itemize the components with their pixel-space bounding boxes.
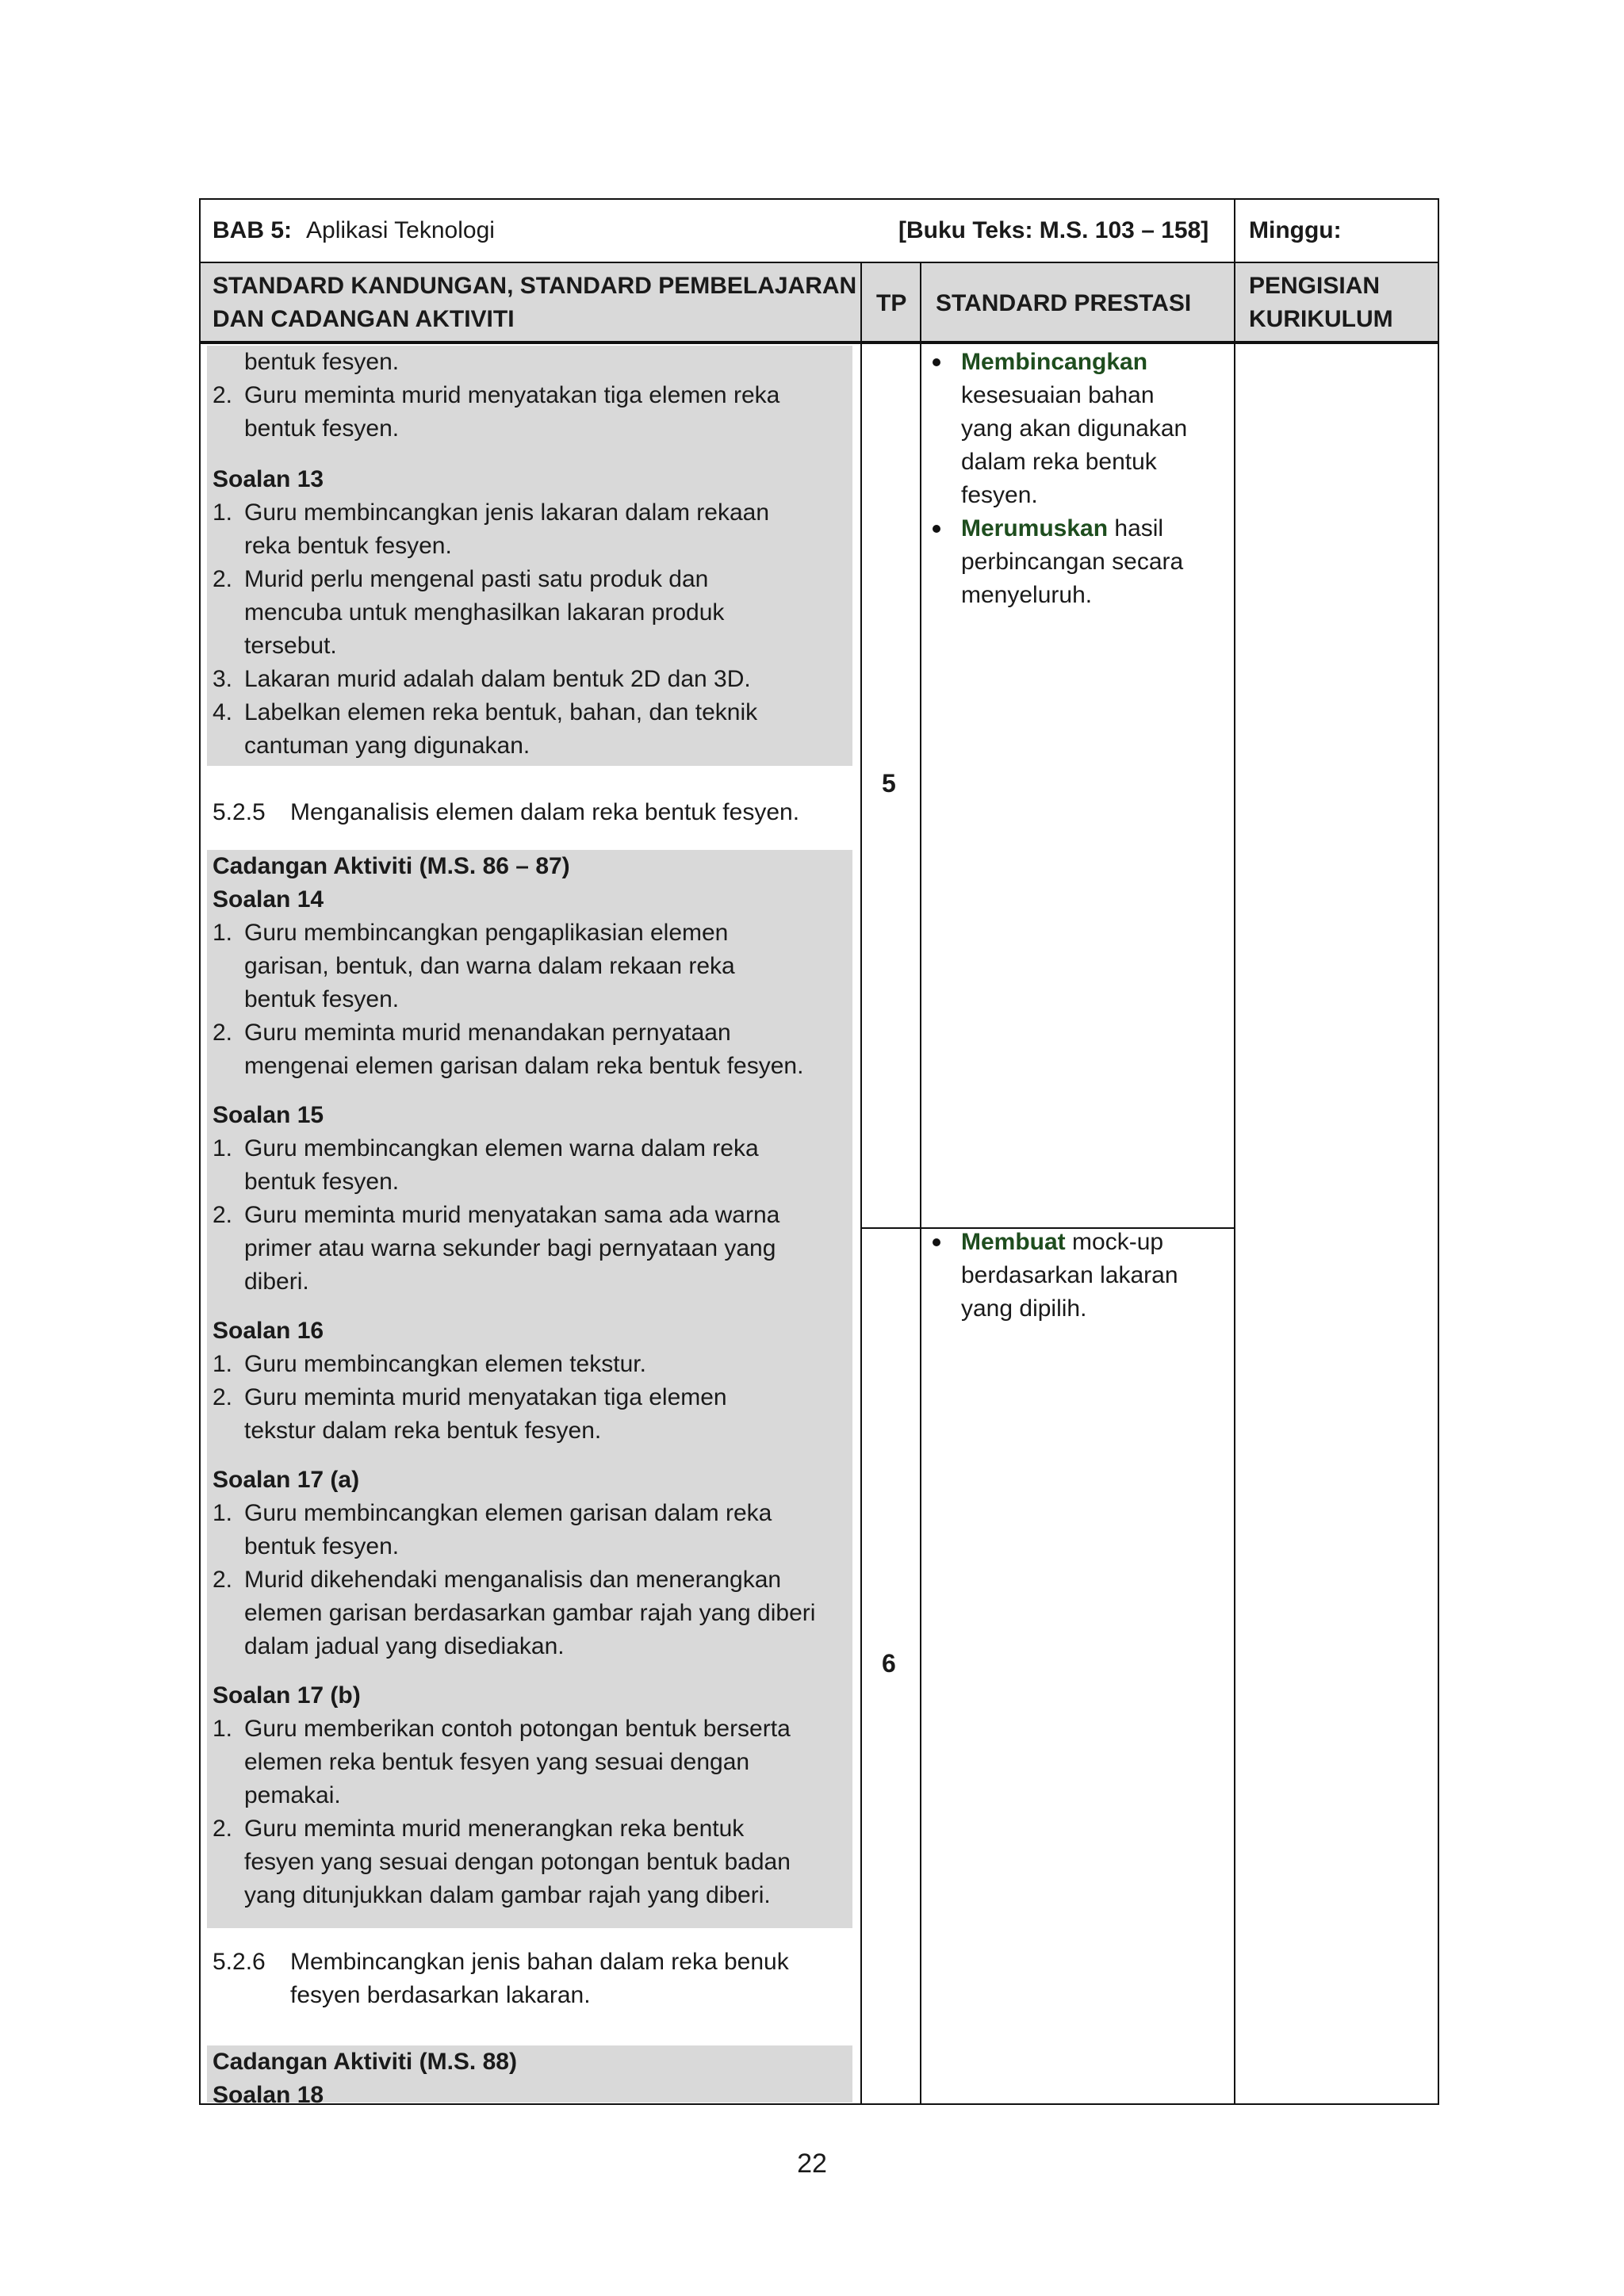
soalan-16-title: Soalan 16 [213, 1318, 324, 1344]
sp-525-text: Menganalisis elemen dalam reka bentuk fesyen. [290, 799, 800, 825]
list-item: Murid perlu mengenal pasti satu produk dan [244, 566, 709, 592]
list-item: mencuba untuk menghasilkan lakaran produk [244, 599, 725, 626]
cadangan-aktiviti-2: Cadangan Aktiviti (M.S. 88) [213, 2049, 517, 2075]
soalan-15-title: Soalan 15 [213, 1102, 324, 1128]
item-number: 2. [213, 1020, 233, 1046]
list-item: Guru membincangkan pengaplikasian elemen [244, 920, 729, 946]
bullet-icon [933, 358, 940, 366]
bab-title: Aplikasi Teknologi [306, 217, 495, 243]
item-number: 2. [213, 382, 233, 408]
list-item: elemen garisan berdasarkan gambar rajah yang diberi [244, 1600, 816, 1626]
tp-level-5: 5 [882, 769, 896, 798]
list-item: Guru membincangkan elemen garisan dalam reka [244, 1500, 772, 1526]
list-item: cantuman yang digunakan. [244, 733, 530, 759]
col3-header: STANDARD PRESTASI [936, 290, 1192, 316]
list-item: reka bentuk fesyen. [244, 533, 452, 559]
list-item: diberi. [244, 1269, 309, 1295]
list-item: Guru membincangkan elemen warna dalam reka [244, 1135, 759, 1161]
list-item: Guru memberikan contoh potongan bentuk berserta [244, 1716, 791, 1742]
list-item: bentuk fesyen. [244, 1169, 400, 1195]
col2-header-tp: TP [876, 290, 907, 316]
item-number: 2. [213, 1816, 233, 1842]
column-header-divider [199, 341, 1439, 344]
soalan-13-title: Soalan 13 [213, 466, 324, 492]
item-number: 2. [213, 1567, 233, 1593]
prestasi-line: kesesuaian bahan [961, 382, 1155, 408]
list-item: Guru meminta murid menerangkan reka bentuk [244, 1816, 745, 1842]
prestasi-line: fesyen. [961, 482, 1038, 508]
item-number: 1. [213, 1135, 233, 1161]
list-item: pemakai. [244, 1782, 341, 1808]
header-divider [199, 262, 1439, 263]
list-item: yang ditunjukkan dalam gambar rajah yang diberi. [244, 1882, 771, 1908]
sp-526-code: 5.2.6 [213, 1949, 266, 1975]
soalan-17a-title: Soalan 17 (a) [213, 1467, 360, 1493]
col1-header-l1: STANDARD KANDUNGAN, STANDARD PEMBELAJARAN [213, 273, 857, 299]
bullet-icon [933, 525, 940, 533]
soalan-14-title: Soalan 14 [213, 886, 324, 913]
prestasi-keyword: Membuat [961, 1229, 1066, 1255]
sp-526-text-l2: fesyen berdasarkan lakaran. [290, 1982, 591, 2008]
col4-header-l1: PENGISIAN [1249, 273, 1381, 299]
item-number: 4. [213, 699, 233, 725]
list-item: Guru meminta murid menandakan pernyataan [244, 1020, 731, 1046]
list-item: tersebut. [244, 633, 337, 659]
bullet-icon [933, 1238, 940, 1246]
item-number: 3. [213, 666, 233, 692]
list-item: Labelkan elemen reka bentuk, bahan, dan teknik [244, 699, 758, 725]
prestasi-line [961, 512, 1163, 545]
prestasi-line: menyeluruh. [961, 582, 1093, 608]
item-number: 1. [213, 499, 233, 526]
sp-525-code: 5.2.5 [213, 799, 266, 825]
prestasi-line [961, 1226, 1163, 1259]
item-number: 1. [213, 1500, 233, 1526]
page-number: 22 [797, 2149, 827, 2179]
list-item: Guru meminta murid menyatakan tiga elemen reka [244, 382, 780, 408]
soalan-17b-title: Soalan 17 (b) [213, 1682, 361, 1709]
col-divider-minggu [1234, 198, 1235, 2105]
prestasi-line: berdasarkan lakaran [961, 1262, 1178, 1288]
minggu-label: Minggu: [1249, 217, 1342, 243]
item-number: 2. [213, 566, 233, 592]
list-item: bentuk fesyen. [244, 415, 400, 442]
prestasi-text: hasil [1108, 515, 1164, 541]
sp-526-text-l1: Membincangkan jenis bahan dalam reka benuk [290, 1949, 789, 1975]
item-number: 1. [213, 920, 233, 946]
list-item: primer atau warna sekunder bagi pernyataan yang [244, 1235, 776, 1261]
buku-teks-ref: [Buku Teks: M.S. 103 – 158] [898, 217, 1209, 243]
soalan-18-title: Soalan 18 [213, 2082, 324, 2108]
col1-header-l2: DAN CADANGAN AKTIVITI [213, 306, 515, 332]
prestasi-text: mock-up [1065, 1229, 1164, 1255]
col4-header-l2: KURIKULUM [1249, 306, 1393, 332]
tp-level-6: 6 [882, 1649, 896, 1678]
col-divider-tp-left [860, 262, 862, 2105]
item-number: 2. [213, 1384, 233, 1410]
list-item: dalam jadual yang disediakan. [244, 1633, 565, 1659]
col-divider-tp-right [920, 262, 921, 2105]
list-item: Guru meminta murid menyatakan tiga elemen [244, 1384, 727, 1410]
prestasi-line: yang dipilih. [961, 1295, 1087, 1322]
item-number: 1. [213, 1351, 233, 1377]
prestasi-keyword: Membincangkan [961, 349, 1148, 375]
list-item: Guru membincangkan jenis lakaran dalam rekaan [244, 499, 770, 526]
list-item: tekstur dalam reka bentuk fesyen. [244, 1418, 602, 1444]
cont-line: bentuk fesyen. [244, 349, 400, 375]
item-number: 2. [213, 1202, 233, 1228]
list-item: garisan, bentuk, dan warna dalam rekaan reka [244, 953, 735, 979]
prestasi-line: dalam reka bentuk [961, 449, 1157, 475]
cadangan-aktiviti-1: Cadangan Aktiviti (M.S. 86 – 87) [213, 853, 570, 879]
list-item: bentuk fesyen. [244, 1533, 400, 1559]
list-item: Guru meminta murid menyatakan sama ada warna [244, 1202, 780, 1228]
prestasi-line: yang akan digunakan [961, 415, 1188, 442]
prestasi-keyword: Merumuskan [961, 515, 1109, 541]
list-item: Lakaran murid adalah dalam bentuk 2D dan 3D. [244, 666, 751, 692]
list-item: mengenai elemen garisan dalam reka bentuk fesyen. [244, 1053, 804, 1079]
item-number: 1. [213, 1716, 233, 1742]
list-item: Guru membincangkan elemen tekstur. [244, 1351, 646, 1377]
bab-label: BAB 5: [213, 217, 293, 243]
list-item: elemen reka bentuk fesyen yang sesuai dengan [244, 1749, 750, 1775]
list-item: bentuk fesyen. [244, 986, 400, 1012]
list-item: Murid dikehendaki menganalisis dan menerangkan [244, 1567, 782, 1593]
list-item: fesyen yang sesuai dengan potongan bentuk badan [244, 1849, 791, 1875]
prestasi-line: perbincangan secara [961, 549, 1184, 575]
